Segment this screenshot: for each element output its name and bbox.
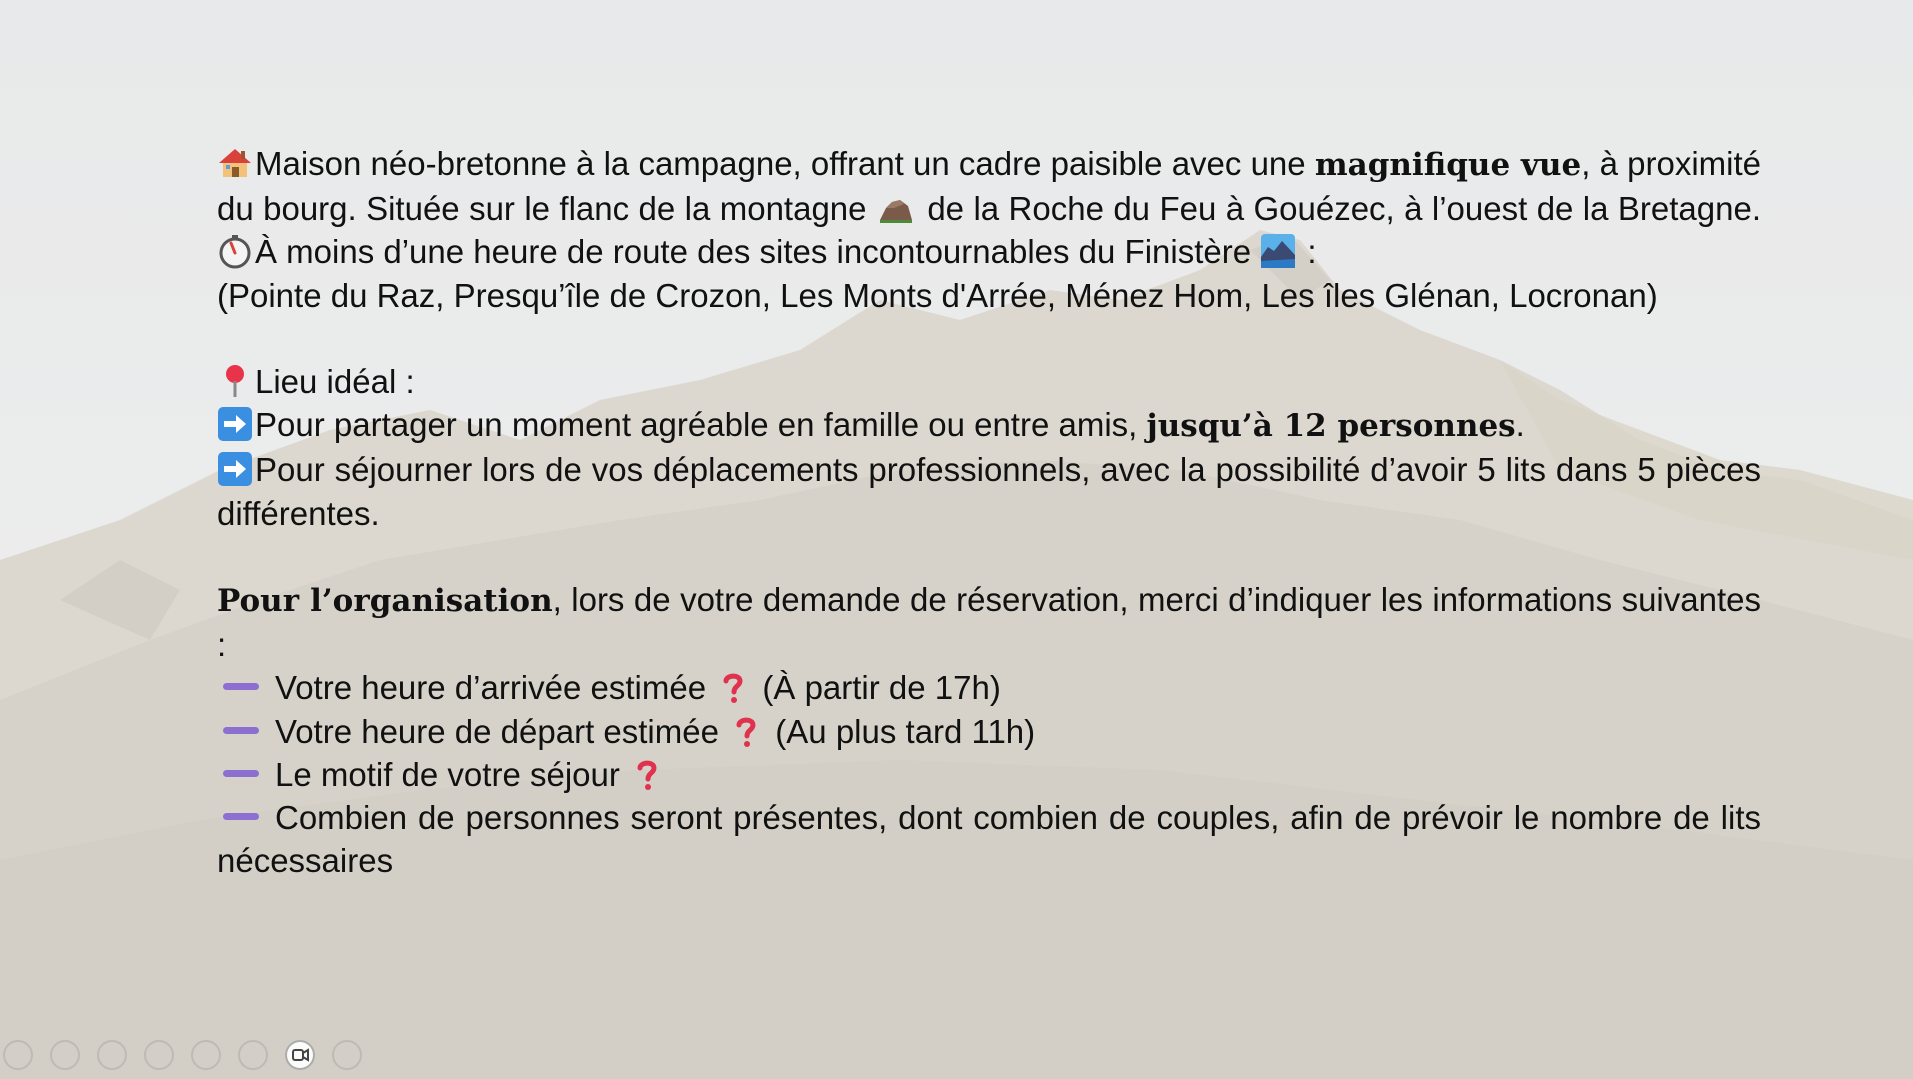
spacer [217, 535, 1761, 578]
question-mark-icon [728, 713, 764, 749]
minus-icon [223, 770, 259, 777]
coast-landscape-icon [1260, 233, 1296, 269]
question-mark-icon [715, 669, 751, 705]
spacer [217, 317, 1761, 360]
info-item-departure-text: Votre heure de départ estimée [275, 712, 729, 750]
camera-icon[interactable] [285, 1040, 315, 1070]
pin-icon [217, 363, 253, 399]
zoom-icon[interactable] [191, 1040, 221, 1070]
info-item-arrival-detail: (À partir de 17h) [753, 669, 1001, 707]
rock-icon [876, 190, 916, 226]
arrow-right-icon [217, 406, 253, 442]
intro-text-3: de la Roche du Feu à Gouézec, à l’ouest de la Bretagne. [917, 190, 1761, 228]
pen-icon[interactable] [97, 1040, 127, 1070]
intro-text-1: Maison néo-bretonne à la campagne, offrant un cadre paisible avec une [255, 145, 1315, 182]
intro-bold-view: magnifique vue [1314, 147, 1582, 183]
question-mark-icon [629, 756, 665, 792]
arrow-right-icon [217, 451, 253, 487]
next-icon[interactable] [50, 1040, 80, 1070]
organisation-paragraph [217, 578, 1761, 666]
organisation-text: , lors de votre demande de réservation, merci d’indiquer les informations suivantes : [217, 581, 1761, 664]
previous-icon[interactable] [3, 1040, 33, 1070]
ideal-item-professional [217, 448, 1761, 534]
info-item-departure [217, 710, 1761, 753]
ideal-item-family-text: Pour partager un moment agréable en famille ou entre amis, [255, 406, 1147, 444]
sites-list: (Pointe du Raz, Presqu’île de Crozon, Les Monts d'Arrée, Ménez Hom, Les îles Glénan, Locronan) [217, 276, 1658, 314]
intro-text-4: À moins d’une heure de route des sites incontournables du Finistère [255, 233, 1261, 271]
more-icon[interactable] [332, 1040, 362, 1070]
stopwatch-icon [217, 233, 253, 269]
info-item-purpose-text: Le motif de votre séjour [275, 755, 630, 793]
house-icon [217, 145, 253, 181]
slides-grid-icon[interactable] [144, 1040, 174, 1070]
slideshow-controls [0, 1036, 420, 1076]
intro-text-2: , à proximité du bourg. Située sur le flanc de la montagne [217, 145, 1762, 228]
intro-paragraph [217, 142, 1761, 274]
info-item-departure-detail: (Au plus tard 11h) [766, 712, 1036, 750]
ideal-item-family-end: . [1515, 406, 1525, 444]
subtitles-icon[interactable] [238, 1040, 268, 1070]
description-text [217, 142, 1761, 882]
organisation-bold: Pour l’organisation [217, 583, 553, 619]
minus-icon [223, 813, 259, 820]
ideal-item-professional-text: Pour séjourner lors de vos déplacements professionnels, avec la possibilité d’avoir 5 lits dans 5 pièces différentes. [217, 451, 1761, 532]
info-item-guests [217, 796, 1761, 882]
info-item-guests-text: Combien de personnes seront présentes, dont combien de couples, afin de prévoir le nombre de lits nécessaires [217, 799, 1761, 880]
ideal-heading [217, 360, 1761, 403]
minus-icon [223, 727, 259, 734]
intro-text-5: : [1298, 233, 1317, 271]
info-item-arrival [217, 666, 1761, 709]
ideal-item-family [217, 403, 1761, 448]
ideal-item-family-bold: jusqu’à 12 personnes [1146, 408, 1516, 445]
ideal-heading-text: Lieu idéal : [255, 363, 415, 400]
minus-icon [223, 683, 259, 690]
info-item-arrival-text: Votre heure d’arrivée estimée [275, 669, 716, 707]
info-item-purpose [217, 753, 1761, 796]
